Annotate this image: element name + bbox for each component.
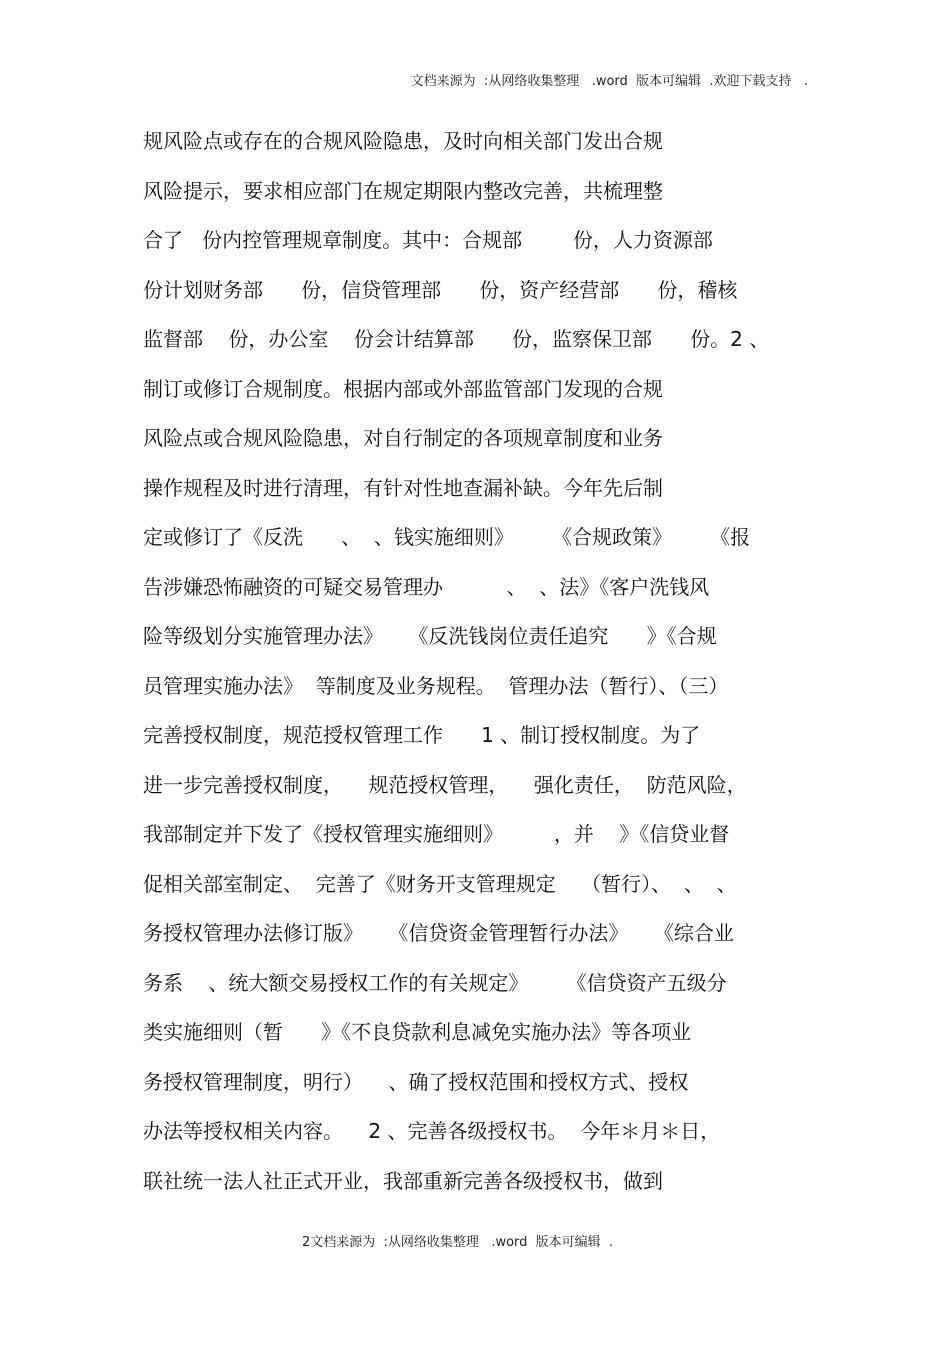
text-line: 类实施细则（暂 》《不良贷款利息减免实施办法》等各项业	[143, 1020, 692, 1044]
text-line: 促相关部室制定、 完善了《财务开支管理规定 （暂行）、 、 、	[143, 871, 737, 896]
text-line: 份计划财务部 份，信贷管理部 份，资产经营部 份，稽核	[143, 277, 738, 302]
text-line: 完善授权制度，规范授权管理工作 1 、制订授权制度。为了	[143, 723, 701, 747]
page-footer-note: 2文档来源为 :从网络收集整理 .word 版本可编辑 .	[302, 1235, 614, 1250]
text-line: 风险提示，要求相应部门在规定期限内整改完善，共梳理整	[143, 178, 663, 203]
text-line: 风险点或合规风险隐患，对自行制定的各项规章制度和业务	[143, 426, 663, 450]
text-line: 监督部 份，办公室 份会计结算部 份，监察保卫部 份。2 、	[143, 327, 770, 351]
text-line: 制订或修订合规制度。根据内部或外部监管部门发现的合规	[143, 376, 663, 401]
text-line: 险等级划分实施管理办法》 《反洗钱岗位责任追究 》《合规	[143, 624, 717, 648]
text-line: 定或修订了《反洗 、 、钱实施细则》 《合规政策》 《报	[143, 525, 751, 549]
text-line: 我部制定并下发了《授权管理实施细则》 ，并 》《信贷业督	[143, 822, 730, 846]
text-line: 告涉嫌恐怖融资的可疑交易管理办 、 、法》《客户洗钱风	[143, 574, 710, 599]
text-line: 联社统一法人社正式开业，我部重新完善各级授权书，做到	[143, 1168, 663, 1193]
text-line: 务授权管理制度，明行） 、确了授权范围和授权方式、授权	[143, 1069, 689, 1094]
text-line: 合了 份内控管理规章制度。其中：合规部 份，人力资源部	[143, 228, 713, 252]
text-line: 员管理实施办法》 等制度及业务规程。 管理办法（暂行）、（三）	[143, 673, 729, 698]
text-line: 规风险点或存在的合规风险隐患，及时向相关部门发出合规	[143, 129, 663, 153]
document-body	[143, 124, 833, 1213]
text-line: 操作规程及时进行清理，有针对性地查漏补缺。今年先后制	[143, 475, 663, 500]
page-header-note: 文档来源为 :从网络收集整理 .word 版本可编辑 .欢迎下载支持 .	[410, 74, 808, 89]
text-line: 办法等授权相关内容。 2 、完善各级授权书。 今年＊月＊日，	[143, 1119, 721, 1143]
text-line: 务系 、统大额交易授权工作的有关规定》 《信贷资产五级分	[143, 970, 727, 995]
text-line: 进一步完善授权制度， 规范授权管理， 强化责任， 防范风险，	[143, 772, 747, 797]
text-line: 务授权管理办法修订版》 《信贷资金管理暂行办法》 《综合业	[143, 921, 734, 945]
